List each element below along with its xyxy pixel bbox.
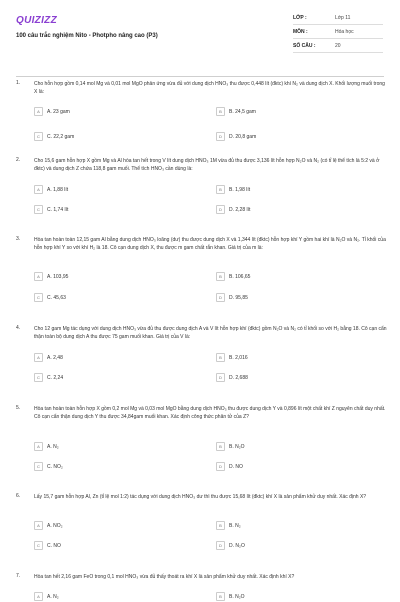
option-letter: D <box>216 373 225 382</box>
option-letter: C <box>34 373 43 382</box>
option-letter: B <box>216 353 225 362</box>
question-number: 5. <box>16 405 21 411</box>
option-a[interactable] <box>34 352 63 363</box>
meta-label: LỚP : <box>293 14 307 21</box>
question-text: Cho 15,6 gam hỗn hợp X gồm Mg và Al hòa tan hết trong V lít dung dịch HNO₃ 1M vừa đủ thu được 3,136 lít hỗn hợp N₂O và N₂ (có tỉ lệ thể tích là 5:2 và ở đktc) và dung dịch Z chứa 118,8 gam muối. Thể tích HNO₃ cần dùng là: <box>34 158 380 172</box>
option-letter: A <box>34 272 43 281</box>
question-number: 3. <box>16 236 21 242</box>
question-text: Hòa tan hoàn toàn 12,15 gam Al bằng dung dịch HNO₃ loãng (dư) thu được dung dịch X và 1,344 lít (đktc) hỗn hợp khí Y gồm hai khí là N₂O và N₂. Tỉ khối của hỗn hợp khí Y so với khí H₂ là 18. Cô cạn dung dịch X, thu được m gam chất rắn khan. Giá trị của m là: <box>34 237 386 251</box>
option-a[interactable] <box>34 520 63 531</box>
option-text: B. N₂ <box>229 522 241 529</box>
question-text: Cho hỗn hợp gồm 0,14 mol Mg và 0,01 mol MgO phản ứng vừa đủ với dung dịch HNO₃ thu được 0,448 lít (đktc) khí N₂ và dung dịch X. Khối lượng muối trong X là: <box>34 81 385 95</box>
option-a[interactable] <box>34 441 59 452</box>
option-letter: D <box>216 293 225 302</box>
option-text: A. 1,88 lít <box>47 186 69 193</box>
option-letter: B <box>216 185 225 194</box>
option-letter: B <box>216 442 225 451</box>
option-text: B. N₂O <box>229 593 245 600</box>
question-number: 4. <box>16 325 21 331</box>
option-b[interactable] <box>216 352 248 363</box>
question-text: Lấy 15,7 gam hỗn hợp Al, Zn (tỉ lệ mol 1:2) tác dụng với dung dịch HNO₃ dư thì thu được 15,68 lít (đktc) khí X là sản phẩm khử duy nhất. Xác định X? <box>34 494 367 500</box>
option-c[interactable] <box>34 204 68 215</box>
option-c[interactable] <box>34 131 74 142</box>
option-letter: D <box>216 462 225 471</box>
option-text: D. N₂O <box>229 542 245 549</box>
option-a[interactable] <box>34 271 68 282</box>
meta-row-subject <box>293 25 383 39</box>
option-b[interactable] <box>216 591 245 602</box>
meta-value: Hóa học <box>335 28 354 35</box>
option-letter: A <box>34 353 43 362</box>
option-letter: C <box>34 132 43 141</box>
option-text: D. 20,8 gam <box>229 133 257 140</box>
worksheet-title: 100 câu trắc nghiệm Nito - Photpho nâng cao (P3) <box>16 33 158 39</box>
option-letter: B <box>216 521 225 530</box>
option-letter: A <box>34 185 43 194</box>
meta-value: 20 <box>335 42 341 49</box>
option-letter: C <box>34 205 43 214</box>
option-letter: A <box>34 592 43 601</box>
option-text: A. 23 gam <box>47 108 70 115</box>
option-text: B. 2,016 <box>229 354 248 361</box>
option-b[interactable] <box>216 184 250 195</box>
question-text: Hòa tan hoàn toàn hỗn hợp X gồm 0,2 mol Mg và 0,03 mol MgO bằng dung dịch HNO₃ thu được dung dịch Y và 0,896 lít một chất khí Z nguyên chất duy nhất. Cô cạn cẩn thận dung dịch Y thu được 34,84gam muối khan. Xác định công thức phân tử của Z? <box>34 406 386 420</box>
option-a[interactable] <box>34 184 68 195</box>
option-text: A. 2,48 <box>47 354 63 361</box>
option-d[interactable] <box>216 292 248 303</box>
question-text: Cho 12 gam Mg tác dụng với dung dịch HNO₃ vừa đủ thu được dung dịch A và V lít hỗn hợp khí (đktc) gồm N₂O và N₂ có tỉ khối so với H₂ bằng 18. Cô cạn cẩn thận toàn bộ dung dịch A thu được 75 gam muối khan. Giá trị của V là: <box>34 326 387 340</box>
option-letter: C <box>34 462 43 471</box>
option-text: A. 103,95 <box>47 273 69 280</box>
question-number: 6. <box>16 493 21 499</box>
option-text: C. 2,24 <box>47 374 64 381</box>
option-letter: A <box>34 521 43 530</box>
option-letter: A <box>34 442 43 451</box>
option-text: A. N₂ <box>47 443 59 450</box>
option-b[interactable] <box>216 106 256 117</box>
option-letter: C <box>34 293 43 302</box>
option-text: B. 1,98 lít <box>229 186 251 193</box>
option-d[interactable] <box>216 372 248 383</box>
option-letter: B <box>216 107 225 116</box>
option-c[interactable] <box>34 292 66 303</box>
meta-label: MÔN : <box>293 28 308 35</box>
option-c[interactable] <box>34 461 63 472</box>
option-text: D. NO <box>229 463 243 470</box>
option-letter: A <box>34 107 43 116</box>
option-a[interactable] <box>34 591 59 602</box>
quizizz-logo: QUIZIZZ <box>16 15 57 26</box>
meta-row-class <box>293 11 383 25</box>
option-text: B. 24,5 gam <box>229 108 256 115</box>
option-c[interactable] <box>34 372 63 383</box>
option-d[interactable] <box>216 540 245 551</box>
option-text: B. N₂O <box>229 443 245 450</box>
question-number: 1. <box>16 80 21 86</box>
option-text: D. 2,28 lít <box>229 206 251 213</box>
option-d[interactable] <box>216 204 250 215</box>
option-text: D. 2,688 <box>229 374 248 381</box>
option-letter: D <box>216 541 225 550</box>
option-a[interactable] <box>34 106 70 117</box>
option-c[interactable] <box>34 540 61 551</box>
option-d[interactable] <box>216 131 256 142</box>
option-text: C. 22,2 gam <box>47 133 75 140</box>
option-text: D. 95,85 <box>229 294 248 301</box>
option-text: B. 106,65 <box>229 273 251 280</box>
option-text: C. 1,74 lít <box>47 206 69 213</box>
option-letter: C <box>34 541 43 550</box>
question-number: 7. <box>16 573 21 579</box>
option-letter: D <box>216 205 225 214</box>
option-b[interactable] <box>216 441 245 452</box>
question-text: Hòa tan hết 2,16 gam FeO trong 0,1 mol HNO₃ vừa đủ thấy thoát ra khí X là sản phẩm khử duy nhất. Xác định khí X? <box>34 574 295 580</box>
worksheet-meta <box>293 11 383 53</box>
option-letter: B <box>216 272 225 281</box>
option-text: A. NO₂ <box>47 522 63 529</box>
option-letter: D <box>216 132 225 141</box>
option-text: C. NO <box>47 542 61 549</box>
option-d[interactable] <box>216 461 243 472</box>
option-letter: B <box>216 592 225 601</box>
meta-value: Lớp 11 <box>335 14 351 21</box>
question-number: 2. <box>16 157 21 163</box>
worksheet-header <box>0 0 400 70</box>
option-b[interactable] <box>216 271 250 282</box>
header-divider <box>16 76 384 77</box>
option-text: C. 45,63 <box>47 294 66 301</box>
meta-row-count <box>293 39 383 53</box>
option-text: A. N₂ <box>47 593 59 600</box>
meta-label: SỐ CÂU : <box>293 42 316 49</box>
option-b[interactable] <box>216 520 241 531</box>
option-text: C. NO₂ <box>47 463 63 470</box>
